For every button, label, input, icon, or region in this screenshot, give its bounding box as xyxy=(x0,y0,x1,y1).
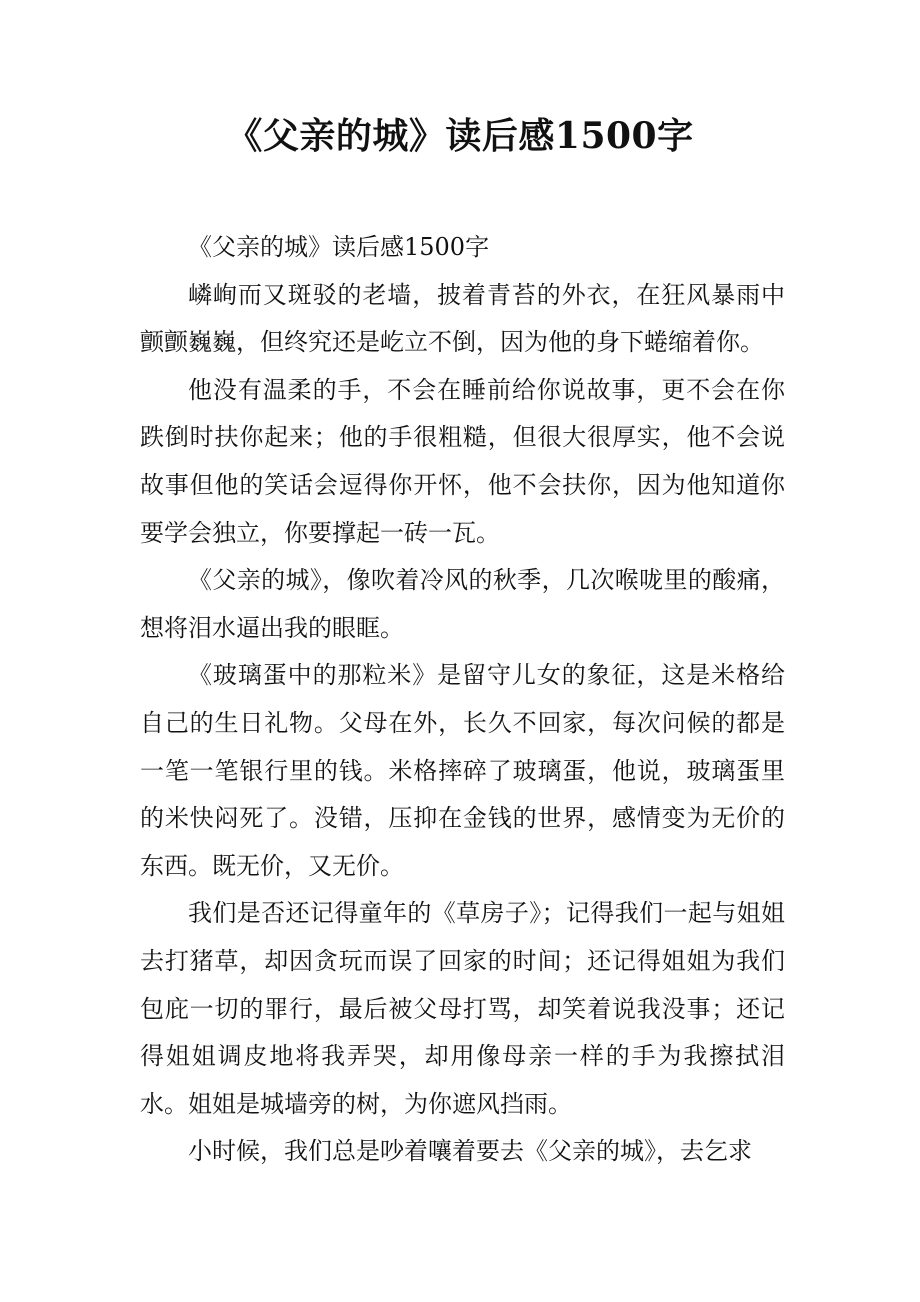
paragraph: 他没有温柔的手，不会在睡前给你说故事，更不会在你跌倒时扶你起来；他的手很粗糙，但很大很厚实，他不会说故事但他的笑话会逗得你开怀，他不会扶你，因为他知道你要学会独立，你要撑起一砖一瓦。 xyxy=(140,375,785,547)
paragraph: 《父亲的城》，像吹着冷风的秋季，几次喉咙里的酸痛，想将泪水逼出我的眼眶。 xyxy=(140,566,785,642)
paragraph: 小时候，我们总是吵着嚷着要去《父亲的城》，去乞求 xyxy=(188,1137,752,1166)
paragraph-subtitle: 《父亲的城》读后感1500字 xyxy=(188,233,490,261)
document-title: 《父亲的城》读后感1500字 xyxy=(226,115,694,157)
paragraph: 我们是否还记得童年的《草房子》；记得我们一起与姐姐去打猪草，却因贪玩而误了回家的时间；还记得姐姐为我们包庇一切的罪行，最后被父母打骂，却笑着说我没事；还记得姐姐调皮地将我弄哭，却用像母亲一样的手为我擦拭泪水。姐姐是城墙旁的树，为你遮风挡雨。 xyxy=(140,899,785,1118)
document-body xyxy=(140,224,785,1176)
paragraph: 《玻璃蛋中的那粒米》是留守儿女的象征，这是米格给自己的生日礼物。父母在外，长久不回家，每次问候的都是一笔一笔银行里的钱。米格摔碎了玻璃蛋，他说，玻璃蛋里的米快闷死了。没错，压抑在金钱的世界，感情变为无价的东西。既无价，又无价。 xyxy=(140,661,785,880)
paragraph: 嶙峋而又斑驳的老墙，披着青苔的外衣，在狂风暴雨中颤颤巍巍，但终究还是屹立不倒，因为他的身下蜷缩着你。 xyxy=(140,280,785,357)
